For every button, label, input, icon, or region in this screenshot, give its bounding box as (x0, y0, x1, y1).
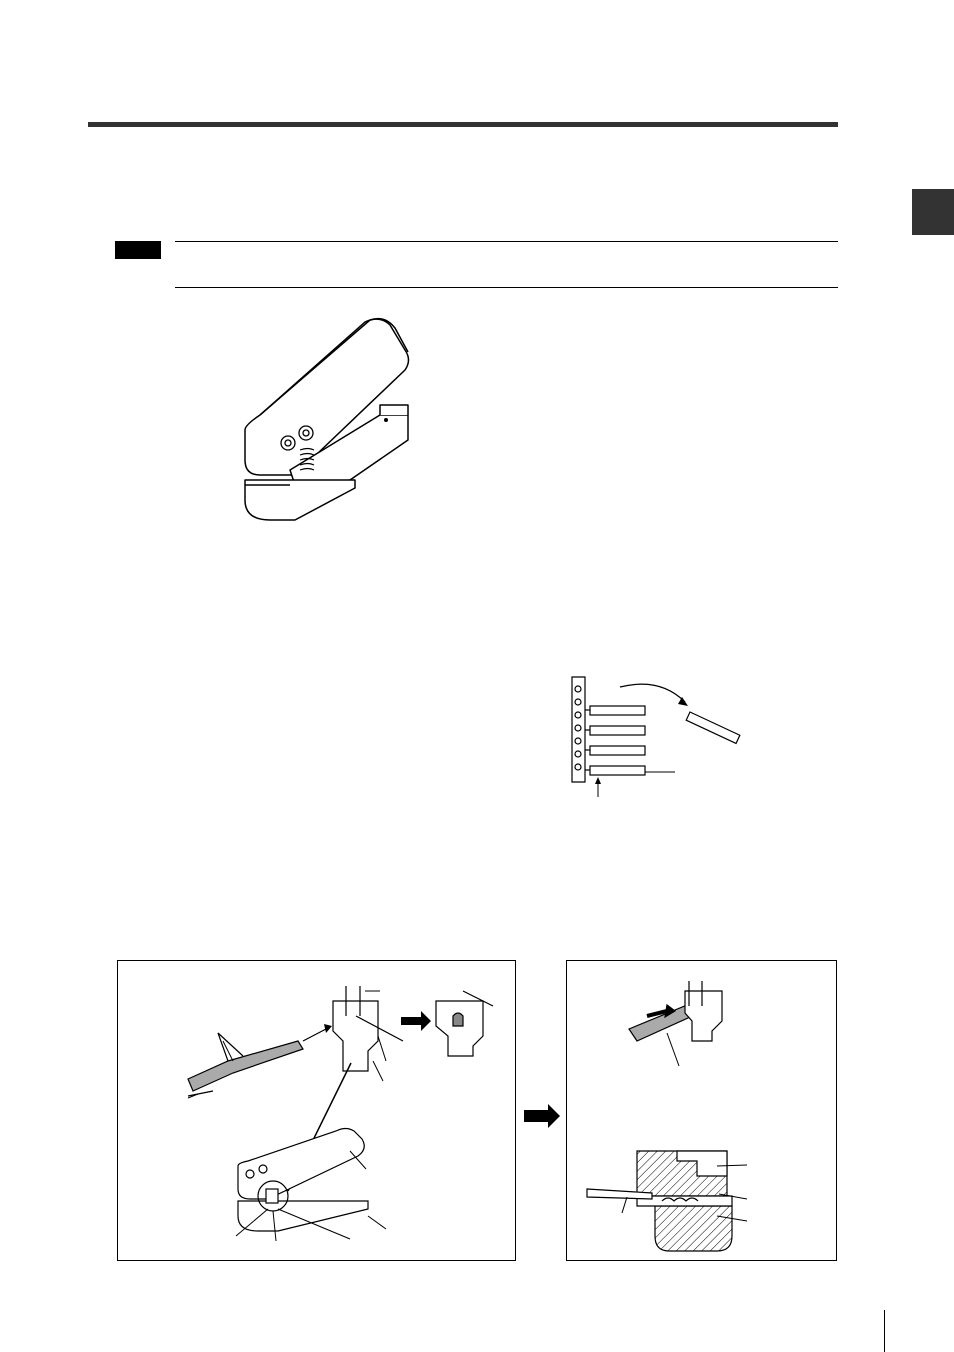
crimping-tool-illustration (230, 310, 430, 530)
next-step-arrow (524, 1104, 564, 1128)
note-rule-bottom (175, 287, 838, 288)
note-badge (115, 241, 161, 259)
step-1-illustration (118, 961, 517, 1262)
terminals (585, 706, 645, 775)
page-number-rule (884, 1310, 885, 1352)
terminal-strip-illustration (560, 672, 780, 802)
chapter-tab[interactable] (912, 189, 954, 235)
procedure-step-2-frame (566, 960, 837, 1261)
note-rule-top (175, 241, 838, 242)
procedure-step-1-frame (117, 960, 516, 1261)
header-rule (88, 122, 838, 127)
step-2-illustration (567, 961, 838, 1262)
